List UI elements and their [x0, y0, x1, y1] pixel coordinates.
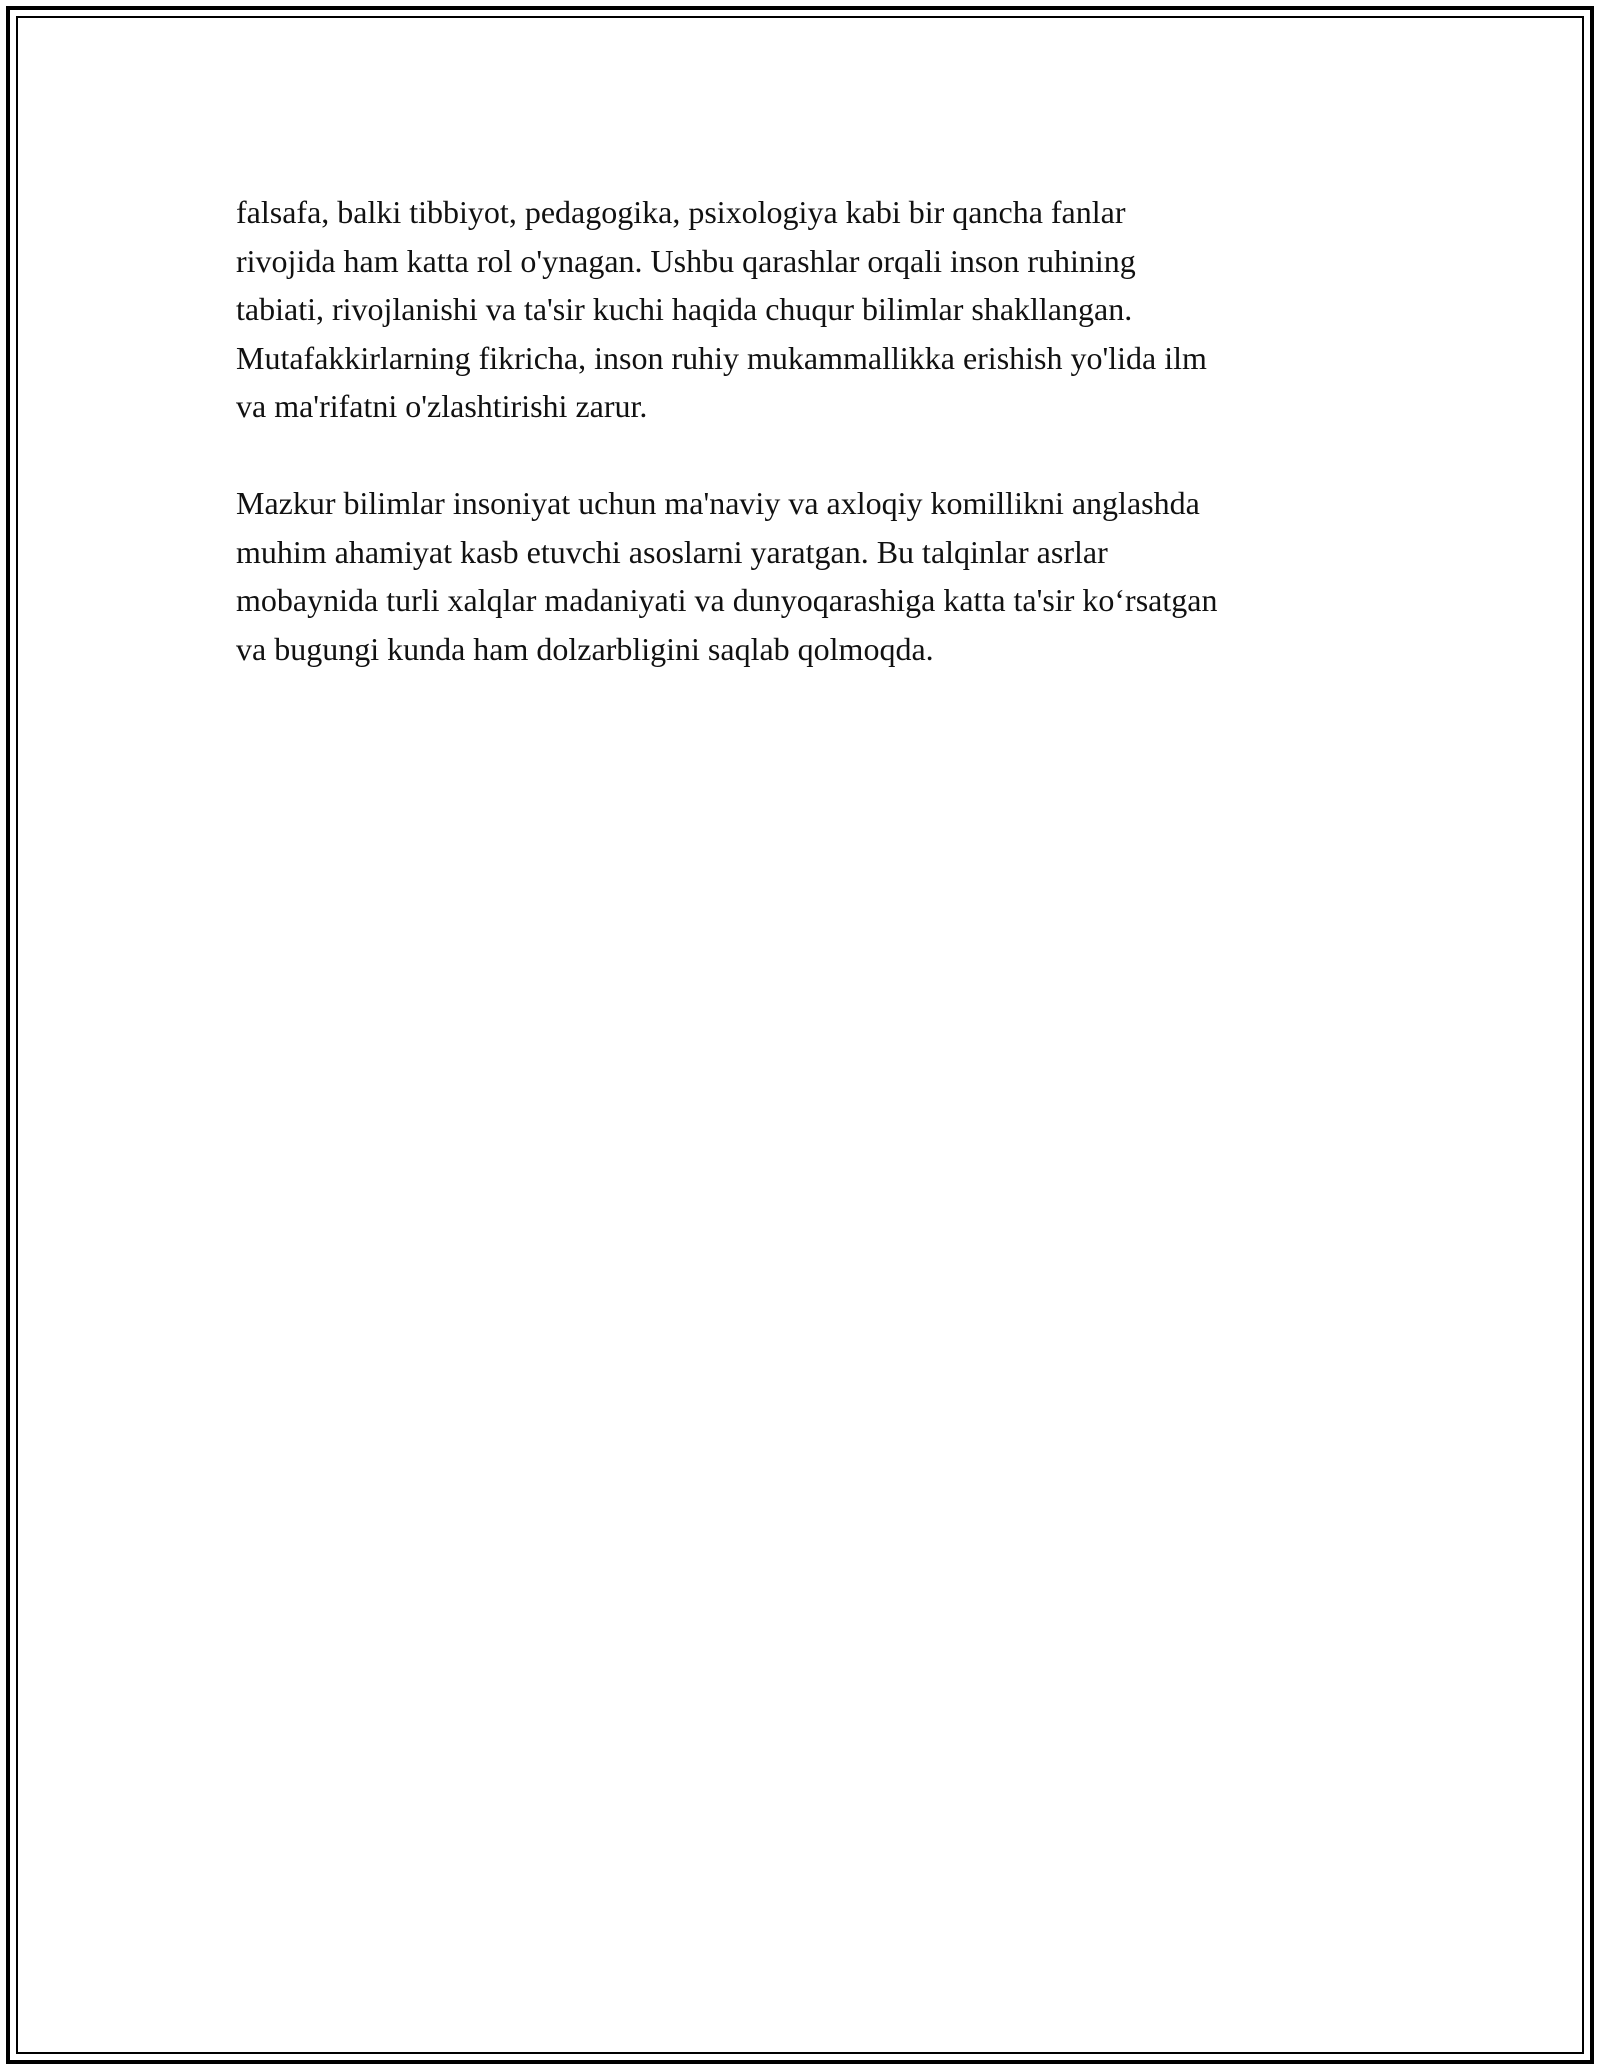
text-line: Mutafakkirlarning fikricha, inson ruhiy mukammallikka erishish yo'lida ilm: [236, 339, 1207, 376]
text-line: muhim ahamiyat kasb etuvchi asoslarni yaratgan. Bu talqinlar asrlar: [236, 533, 1108, 570]
text-line: va bugungi kunda ham dolzarbligini saqlab qolmoqda.: [236, 630, 934, 667]
text-line: tabiati, rivojlanishi va ta'sir kuchi haqida chuqur bilimlar shakllangan.: [236, 291, 1133, 327]
paragraph: [236, 479, 1376, 673]
text-line: rivojida ham katta rol o'ynagan. Ushbu qarashlar orqali inson ruhining: [236, 242, 1136, 279]
text-line: mobaynida turli xalqlar madaniyati va dunyoqarashiga katta ta'sir ko‘rsatgan: [236, 582, 1218, 618]
document-body: [236, 188, 1376, 673]
text-line: falsafa, balki tibbiyot, pedagogika, psixologiya kabi bir qancha fanlar: [236, 194, 1126, 230]
text-line: va ma'rifatni o'zlashtirishi zarur.: [236, 388, 648, 424]
text-line: Mazkur bilimlar insoniyat uchun ma'naviy va axloqiy komillikni anglashda: [236, 485, 1200, 521]
paragraph: [236, 188, 1376, 431]
paragraph-spacer: [236, 431, 1376, 480]
